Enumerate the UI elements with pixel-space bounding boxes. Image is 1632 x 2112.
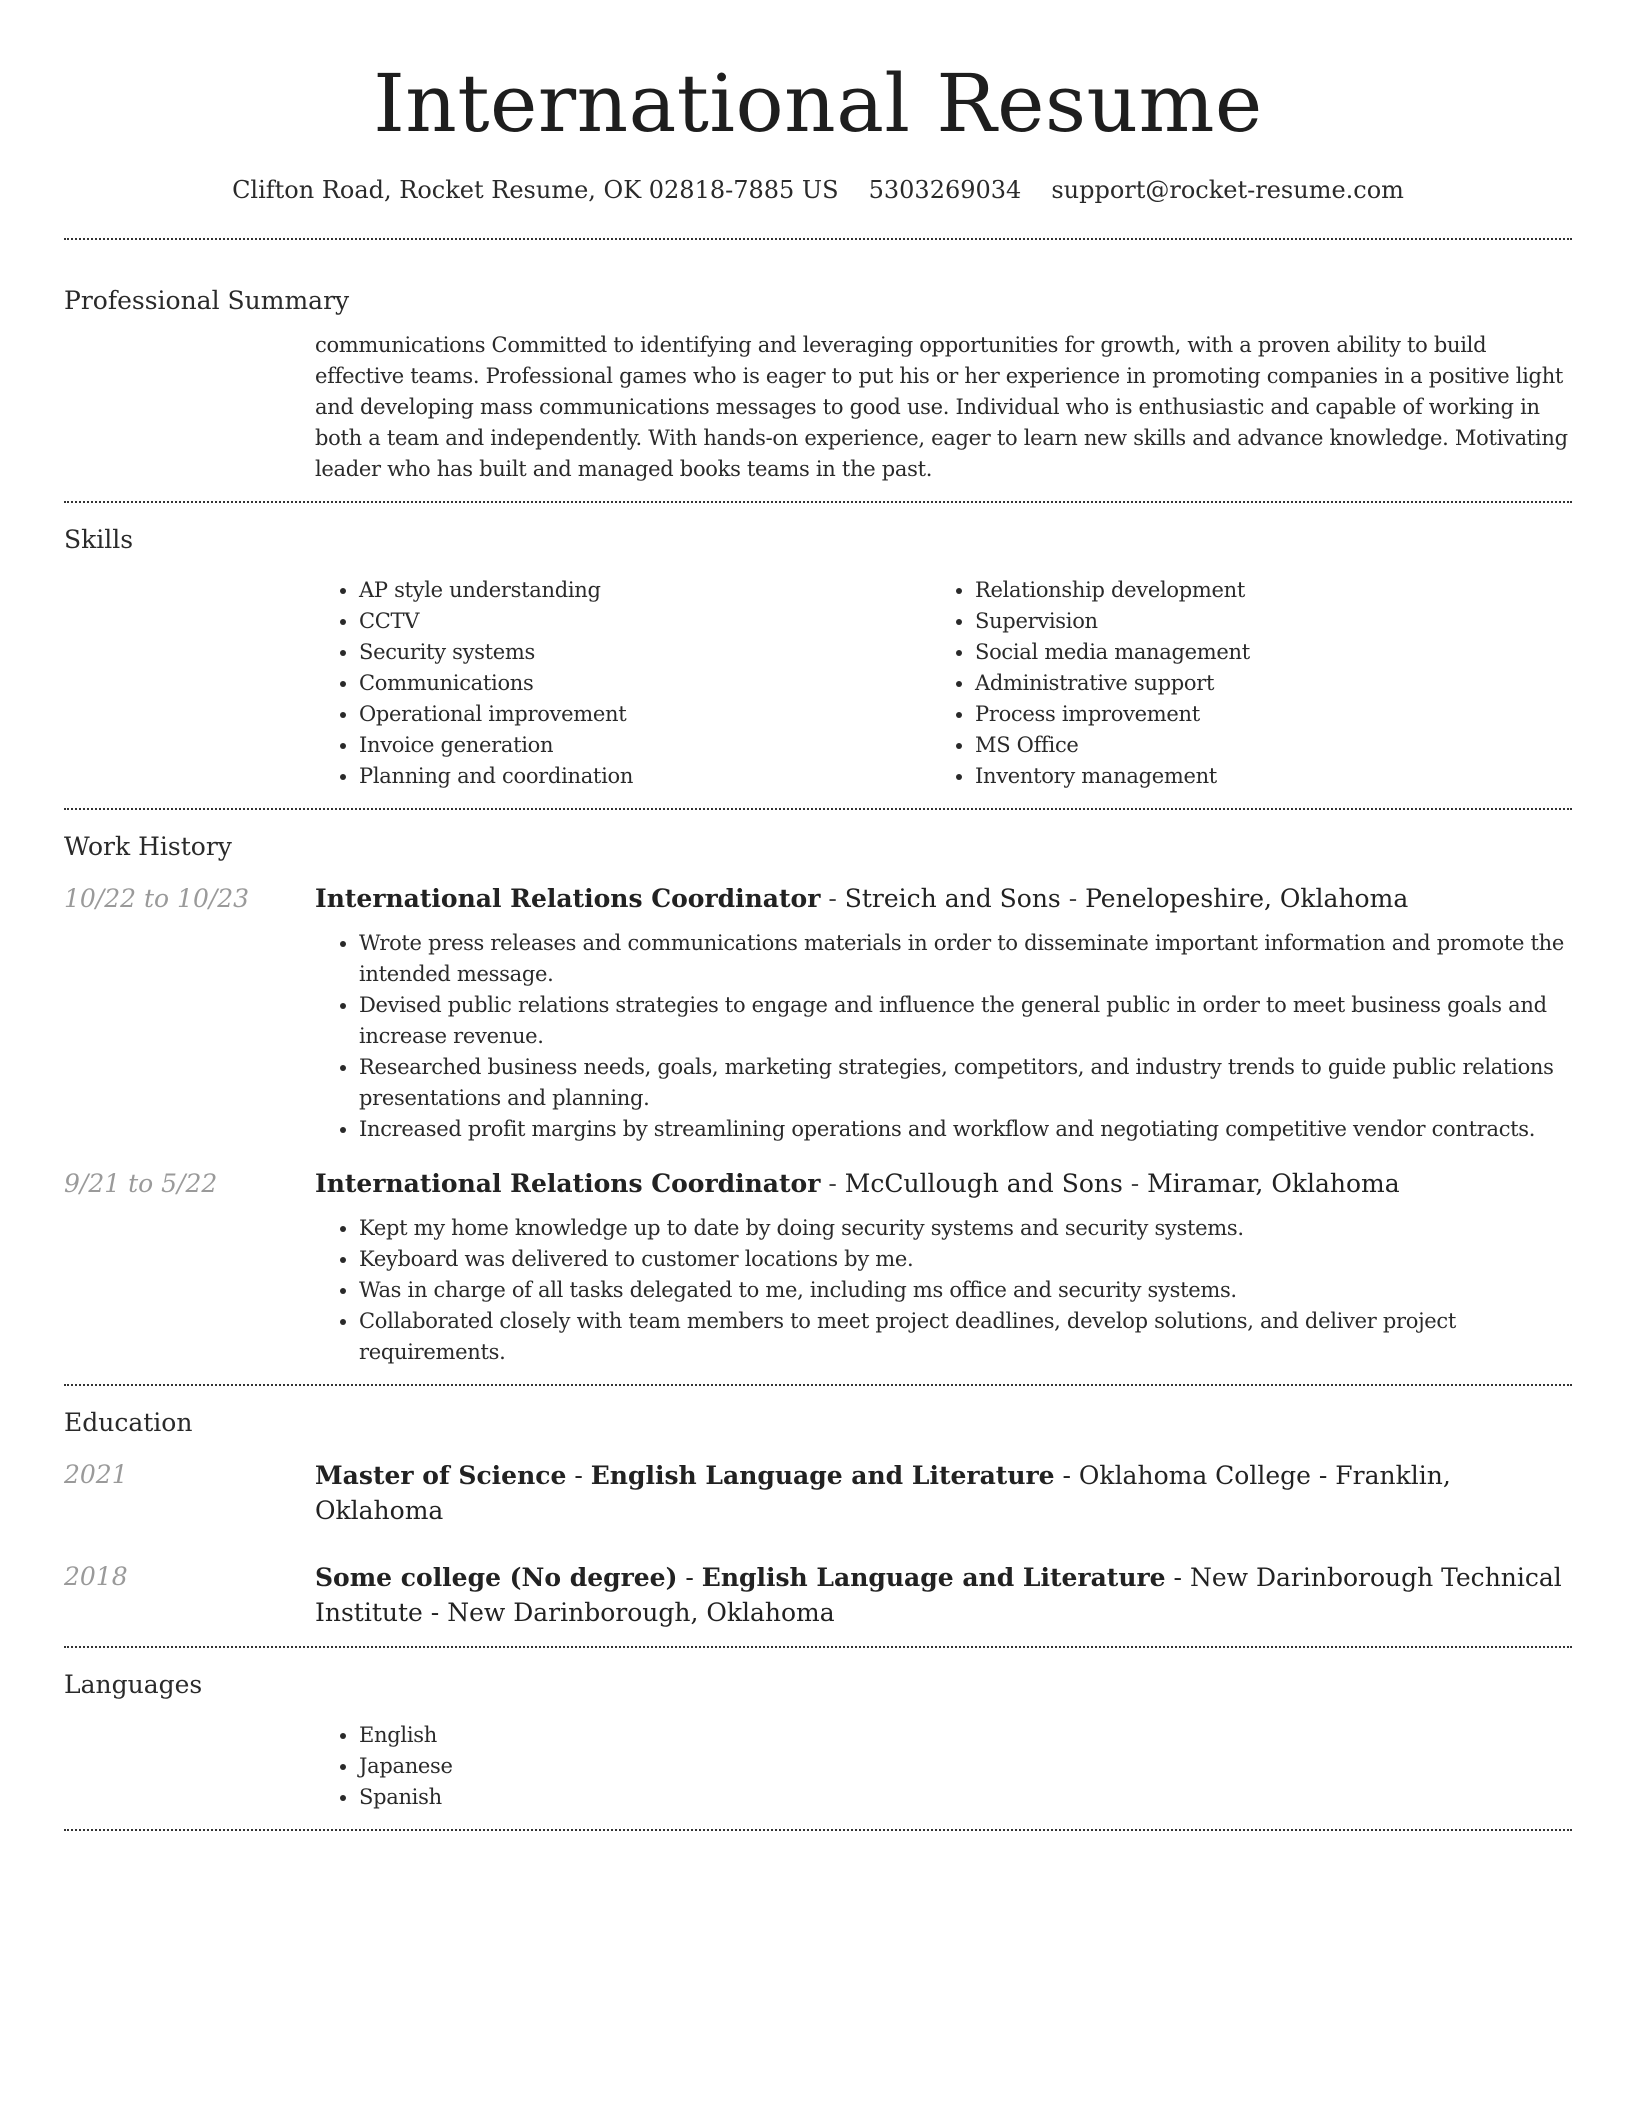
skills-row: [64, 575, 1572, 792]
language-item: • Japanese: [359, 1751, 1572, 1782]
education-section: [64, 1386, 1572, 1646]
job-location: Miramar, Oklahoma: [1147, 1169, 1400, 1198]
education-school: Oklahoma College: [1078, 1461, 1311, 1490]
skill-item: • Relationship development: [975, 575, 1547, 606]
job-dates: 9/21 to 5/22: [64, 1169, 218, 1198]
education-entry: [64, 1458, 1572, 1528]
education-school: New Darinborough Technical Institute: [315, 1563, 1562, 1627]
education-degree: Some college (No degree): [315, 1563, 678, 1592]
job-role: International Relations Coordinator: [315, 1169, 821, 1198]
skill-item: • Planning and coordination: [359, 761, 931, 792]
contact-address: Clifton Road, Rocket Resume, OK 02818-7885 US: [232, 176, 839, 204]
job-company: McCullough and Sons: [844, 1169, 1123, 1198]
education-line: Some college (No degree) - English Language and Literature - New Darinborough Technical Institute - New Darinborough, Oklahoma: [315, 1563, 1562, 1627]
job-location: Penelopeshire, Oklahoma: [1085, 884, 1409, 913]
skills-grid: [315, 575, 1572, 792]
languages-list: [315, 1720, 1572, 1813]
job-bullet: • Increased profit margins by streamlining operations and workflow and negotiating competitive vendor contracts.: [359, 1114, 1572, 1145]
skills-column-left: [315, 575, 931, 792]
education-field: English Language and Literature: [590, 1461, 1055, 1490]
education-field: English Language and Literature: [701, 1563, 1166, 1592]
skill-item: • Administrative support: [975, 668, 1547, 699]
skill-item: • Operational improvement: [359, 699, 931, 730]
skills-column-right: [931, 575, 1547, 792]
job-company: Streich and Sons: [844, 884, 1061, 913]
skill-item: • AP style understanding: [359, 575, 931, 606]
job-title-line: International Relations Coordinator - Streich and Sons - Penelopeshire, Oklahoma: [315, 884, 1409, 913]
job-bullet: • Was in charge of all tasks delegated to me, including ms office and security systems.: [359, 1275, 1572, 1306]
skill-item: • MS Office: [975, 730, 1547, 761]
summary-text: communications Committed to identifying and leveraging opportunities for growth, with a proven ability to build effective teams. Professional games who is eager to put his or her experience in promoting companies in a positive light and developing mass communications messages to good use. Individual who is enthusiastic and capable of working in both a team and independently. With hands-on experience, eager to learn new skills and advance knowledge. Motivating leader who has built and managed books teams in the past.: [315, 333, 1568, 481]
job-entry: [64, 1167, 1572, 1368]
contact-phone: 5303269034: [868, 176, 1022, 204]
education-degree: Master of Science: [315, 1461, 567, 1490]
job-body: [315, 1167, 1572, 1368]
contact-email: support@rocket-resume.com: [1051, 176, 1404, 204]
section-title-languages: Languages: [64, 1670, 203, 1699]
job-bullets: [315, 928, 1572, 1145]
job-bullet: • Wrote press releases and communications materials in order to disseminate important information and promote the intended message.: [359, 928, 1572, 990]
skill-item: • Supervision: [975, 606, 1547, 637]
section-title-skills: Skills: [64, 525, 134, 554]
summary-body: [315, 330, 1572, 485]
job-bullets: [315, 1213, 1572, 1368]
work-section: [64, 810, 1572, 1384]
contact-line: [64, 174, 1572, 206]
languages-body: [315, 1720, 1572, 1813]
job-bullet: • Researched business needs, goals, marketing strategies, competitors, and industry trends to guide public relations presentations and planning.: [359, 1052, 1572, 1114]
education-body: [315, 1560, 1572, 1630]
job-entry: [64, 882, 1572, 1145]
skill-item: • Process improvement: [975, 699, 1547, 730]
resume-page: [64, 0, 1572, 1831]
language-item: • English: [359, 1720, 1572, 1751]
languages-row: [64, 1720, 1572, 1813]
education-year: 2021: [64, 1460, 128, 1489]
skill-item: • Communications: [359, 668, 931, 699]
education-line: Master of Science - English Language and Literature - Oklahoma College - Franklin, Oklahoma: [315, 1461, 1451, 1525]
skills-section: [64, 503, 1572, 808]
education-year: 2018: [64, 1562, 128, 1591]
section-divider: [64, 1829, 1572, 1831]
skills-list-right: [931, 575, 1547, 792]
education-location: Franklin, Oklahoma: [315, 1461, 1451, 1525]
job-dates: 10/22 to 10/23: [64, 884, 250, 913]
job-bullet: • Kept my home knowledge up to date by doing security systems and security systems.: [359, 1213, 1572, 1244]
job-title-line: International Relations Coordinator - McCullough and Sons - Miramar, Oklahoma: [315, 1169, 1400, 1198]
education-entry: [64, 1560, 1572, 1630]
education-location: New Darinborough, Oklahoma: [447, 1598, 835, 1627]
section-title-work: Work History: [64, 832, 232, 861]
summary-row: [64, 330, 1572, 485]
resume-name: International Resume: [373, 57, 1263, 150]
skills-list-left: [315, 575, 931, 792]
job-role: International Relations Coordinator: [315, 884, 821, 913]
skill-item: • Inventory management: [975, 761, 1547, 792]
section-title-summary: Professional Summary: [64, 286, 350, 315]
education-body: [315, 1458, 1572, 1528]
summary-section: [64, 240, 1572, 501]
skill-item: • CCTV: [359, 606, 931, 637]
skill-item: • Security systems: [359, 637, 931, 668]
skill-item: • Invoice generation: [359, 730, 931, 761]
job-bullet: • Collaborated closely with team members to meet project deadlines, develop solutions, and deliver project requirements.: [359, 1306, 1572, 1368]
languages-section: [64, 1648, 1572, 1829]
skill-item: • Social media management: [975, 637, 1547, 668]
job-body: [315, 882, 1572, 1145]
job-bullet: • Devised public relations strategies to engage and influence the general public in order to meet business goals and increase revenue.: [359, 990, 1572, 1052]
section-title-education: Education: [64, 1408, 193, 1437]
language-item: • Spanish: [359, 1782, 1572, 1813]
job-bullet: • Keyboard was delivered to customer locations by me.: [359, 1244, 1572, 1275]
